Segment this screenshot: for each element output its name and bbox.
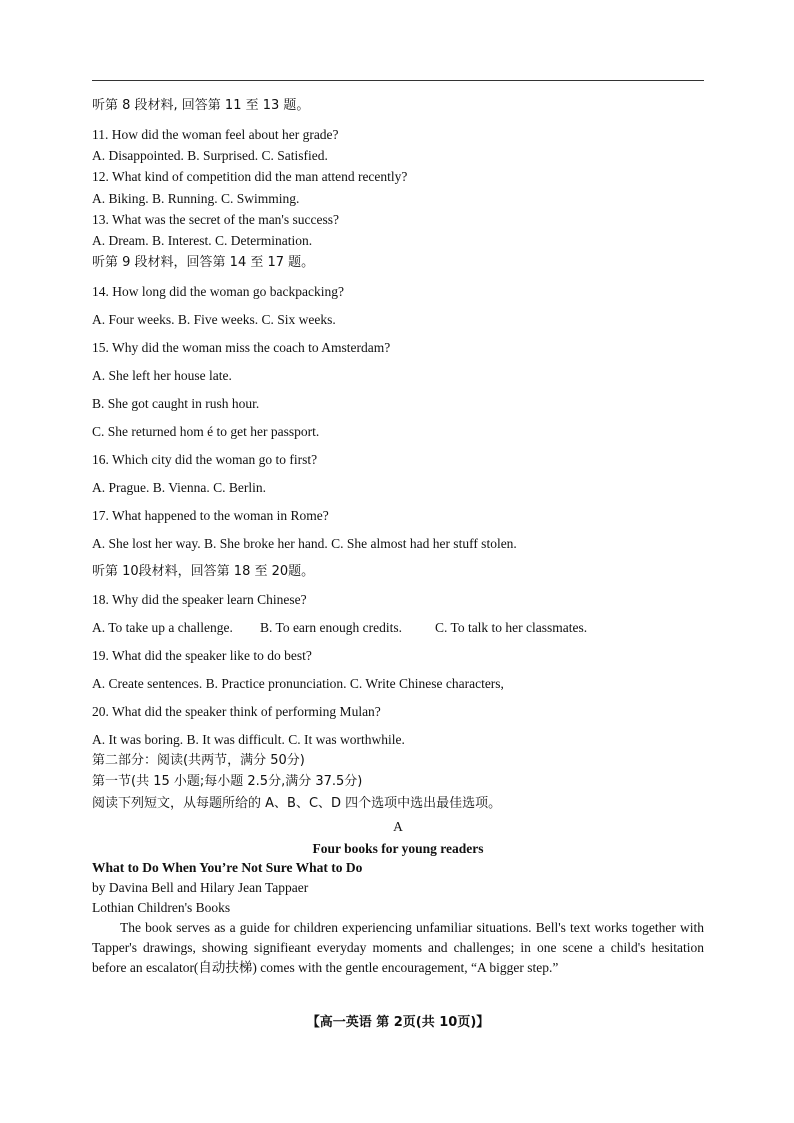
- book-description: The book serves as a guide for children experiencing unfamiliar situations. Bell's text works together with Tapper's drawings, showing signifieant everyday moments and challenges; in one scene a child's hesitation before an escalator(自动扶梯) comes with the gentle encouragement, “A bigger step.”: [92, 920, 704, 975]
- question-18-options: [92, 619, 587, 637]
- question-18: 18. Why did the speaker learn Chinese?: [92, 592, 307, 607]
- book-title: What to Do When You’re Not Sure What to Do: [92, 860, 363, 875]
- section-10-heading: 听第 10段材料，回答第 18 至 20题。: [92, 564, 315, 579]
- question-14: 14. How long did the woman go backpacking?: [92, 284, 344, 299]
- question-15-option-b: B. She got caught in rush hour.: [92, 396, 260, 411]
- question-14-options: A. Four weeks. B. Five weeks. C. Six weeks.: [92, 312, 336, 327]
- section-9-heading: 听第 9 段材料，回答第 14 至 17 题。: [92, 255, 315, 270]
- question-18-option-a: A. To take up a challenge.: [92, 620, 233, 635]
- question-11: 11. How did the woman feel about her grade?: [92, 127, 339, 142]
- passage-title: Four books for young readers: [312, 841, 484, 856]
- question-17: 17. What happened to the woman in Rome?: [92, 508, 329, 523]
- page-footer: 【高一英语 第 2页(共 10页)】: [306, 1015, 490, 1030]
- book-authors: by Davina Bell and Hilary Jean Tappaer: [92, 880, 309, 895]
- question-20: 20. What did the speaker think of performing Mulan?: [92, 704, 381, 719]
- question-18-option-c: C. To talk to her classmates.: [435, 620, 588, 635]
- header-rule: [92, 80, 704, 81]
- question-18-option-b: B. To earn enough credits.: [260, 620, 403, 635]
- question-12: 12. What kind of competition did the man attend recently?: [92, 169, 408, 184]
- question-20-options: A. It was boring. B. It was difficult. C. It was worthwhile.: [92, 732, 405, 747]
- book-publisher: Lothian Children's Books: [92, 900, 231, 915]
- question-19-options: A. Create sentences. B. Practice pronunciation. C. Write Chinese characters,: [92, 676, 504, 691]
- reading-section-heading: 第一节(共 15 小题;每小题 2.5分,满分 37.5分): [92, 774, 363, 789]
- question-13: 13. What was the secret of the man's success?: [92, 212, 339, 227]
- section-8-heading: 听第 8 段材料, 回答第 11 至 13 题。: [92, 98, 310, 113]
- question-15-option-a: A. She left her house late.: [92, 368, 232, 383]
- question-12-options: A. Biking. B. Running. C. Swimming.: [92, 191, 300, 206]
- passage-letter: A: [393, 819, 403, 834]
- reading-instruction: 阅读下列短文，从每题所给的 A、B、C、D 四个选项中选出最佳选项。: [92, 796, 502, 811]
- question-17-options: A. She lost her way. B. She broke her hand. C. She almost had her stuff stolen.: [92, 536, 517, 551]
- question-11-options: A. Disappointed. B. Surprised. C. Satisfied.: [92, 148, 328, 163]
- question-13-options: A. Dream. B. Interest. C. Determination.: [92, 233, 313, 248]
- question-15: 15. Why did the woman miss the coach to Amsterdam?: [92, 340, 391, 355]
- question-16: 16. Which city did the woman go to first?: [92, 452, 318, 467]
- question-16-options: A. Prague. B. Vienna. C. Berlin.: [92, 480, 267, 495]
- reading-part-heading: 第二部分：阅读(共两节，满分 50分): [92, 753, 305, 768]
- question-15-option-c: C. She returned hom é to get her passport.: [92, 424, 320, 439]
- question-19: 19. What did the speaker like to do best?: [92, 648, 312, 663]
